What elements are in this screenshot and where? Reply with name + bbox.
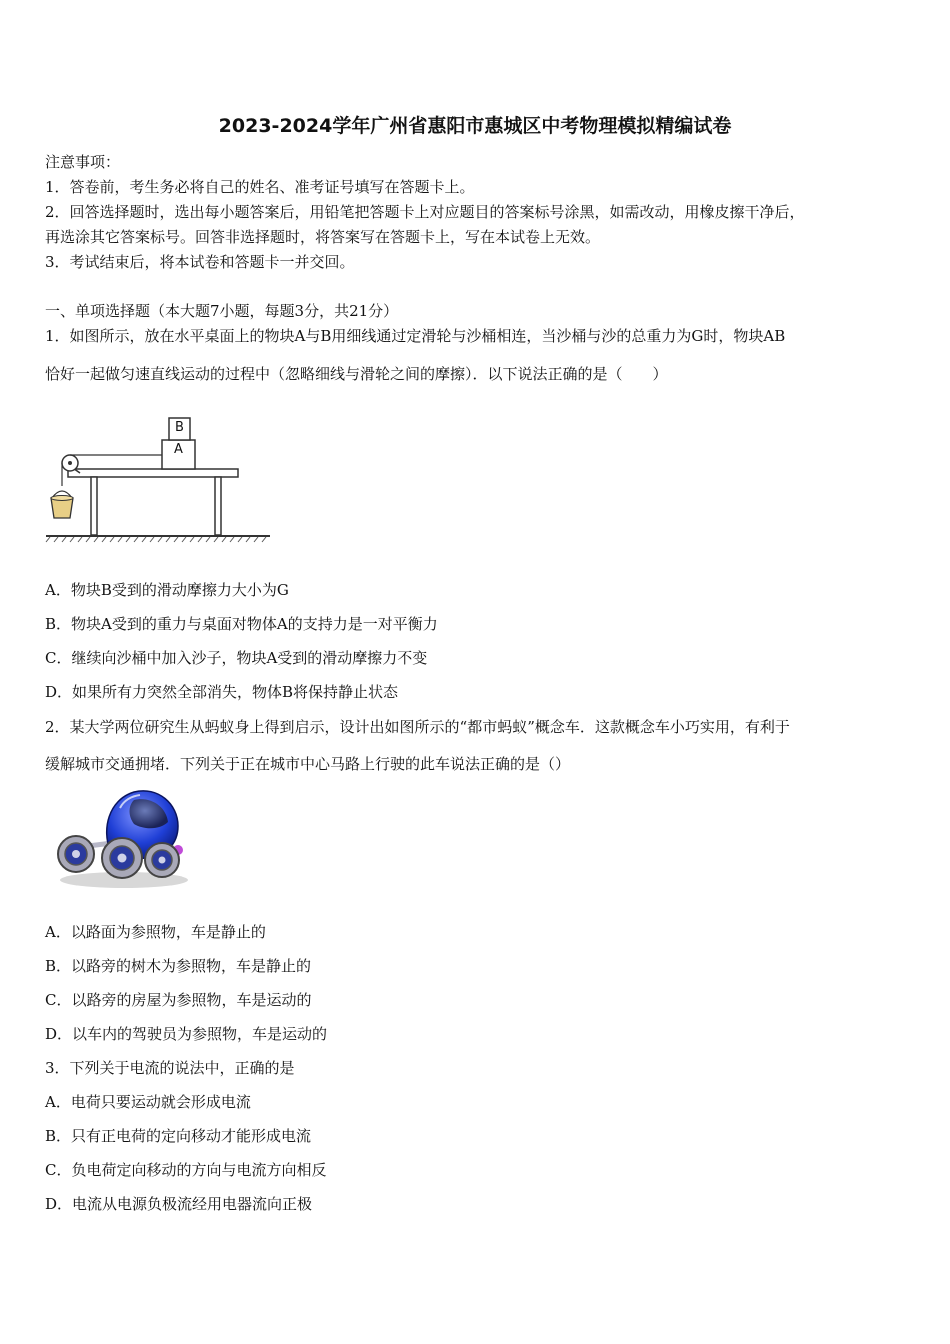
notice-item: 再选涂其它答案标号。回答非选择题时，将答案写在答题卡上，写在本试卷上无效。 bbox=[45, 228, 601, 246]
question-1-option-d: D．如果所有力突然全部消失，物体B将保持静止状态 bbox=[45, 683, 399, 701]
question-2-option-d: D．以车内的驾驶员为参照物，车是运动的 bbox=[45, 1025, 328, 1043]
notice-item: 1．答卷前，考生务必将自己的姓名、准考证号填写在答题卡上。 bbox=[45, 178, 475, 196]
question-3-stem: 3．下列关于电流的说法中，正确的是 bbox=[45, 1059, 295, 1077]
question-2-stem-line-2: 缓解城市交通拥堵．下列关于正在城市中心马路上行驶的此车说法正确的是（） bbox=[45, 755, 571, 773]
question-1-stem-line-1: 1．如图所示，放在水平桌面上的物块A与B用细线通过定滑轮与沙桶相连，当沙桶与沙的总重力为G时，物块AB bbox=[45, 327, 786, 345]
notice-heading: 注意事项： bbox=[45, 153, 121, 171]
question-3-option-b: B．只有正电荷的定向移动才能形成电流 bbox=[45, 1127, 312, 1145]
question-3-option-a: A．电荷只要运动就会形成电流 bbox=[45, 1093, 251, 1111]
block-b-label: B bbox=[175, 420, 184, 435]
notice-item: 3．考试结束后，将本试卷和答题卡一并交回。 bbox=[45, 253, 355, 271]
question-2-option-c: C．以路旁的房屋为参照物，车是运动的 bbox=[45, 991, 312, 1009]
question-1-option-a: A．物块B受到的滑动摩擦力大小为G bbox=[45, 581, 289, 599]
question-1-stem-line-2: 恰好一起做匀速直线运动的过程中（忽略细线与滑轮之间的摩擦）．以下说法正确的是（ ） bbox=[45, 365, 668, 383]
question-1-option-b: B．物块A受到的重力与桌面对物体A的支持力是一对平衡力 bbox=[45, 615, 438, 633]
concept-car-image bbox=[50, 786, 192, 890]
question-1-option-c: C．继续向沙桶中加入沙子，物块A受到的滑动摩擦力不变 bbox=[45, 649, 428, 667]
pulley-table-figure bbox=[44, 414, 274, 544]
question-2-option-b: B．以路旁的树木为参照物，车是静止的 bbox=[45, 957, 312, 975]
section-heading: 一、单项选择题（本大题7小题，每题3分，共21分） bbox=[45, 302, 399, 320]
question-2-option-a: A．以路面为参照物，车是静止的 bbox=[45, 923, 266, 941]
question-2-stem-line-1: 2．某大学两位研究生从蚂蚁身上得到启示，设计出如图所示的“都市蚂蚁”概念车．这款概念车小巧实用，有利于 bbox=[45, 718, 790, 736]
page-title: 2023-2024学年广州省惠阳市惠城区中考物理模拟精编试卷 bbox=[218, 115, 732, 137]
question-3-option-c: C．负电荷定向移动的方向与电流方向相反 bbox=[45, 1161, 327, 1179]
block-a-label: A bbox=[174, 442, 183, 457]
notice-item: 2．回答选择题时，选出每小题答案后，用铅笔把答题卡上对应题目的答案标号涂黑，如需改动，用橡皮擦干净后， bbox=[45, 203, 805, 221]
question-3-option-d: D．电流从电源负极流经用电器流向正极 bbox=[45, 1195, 313, 1213]
